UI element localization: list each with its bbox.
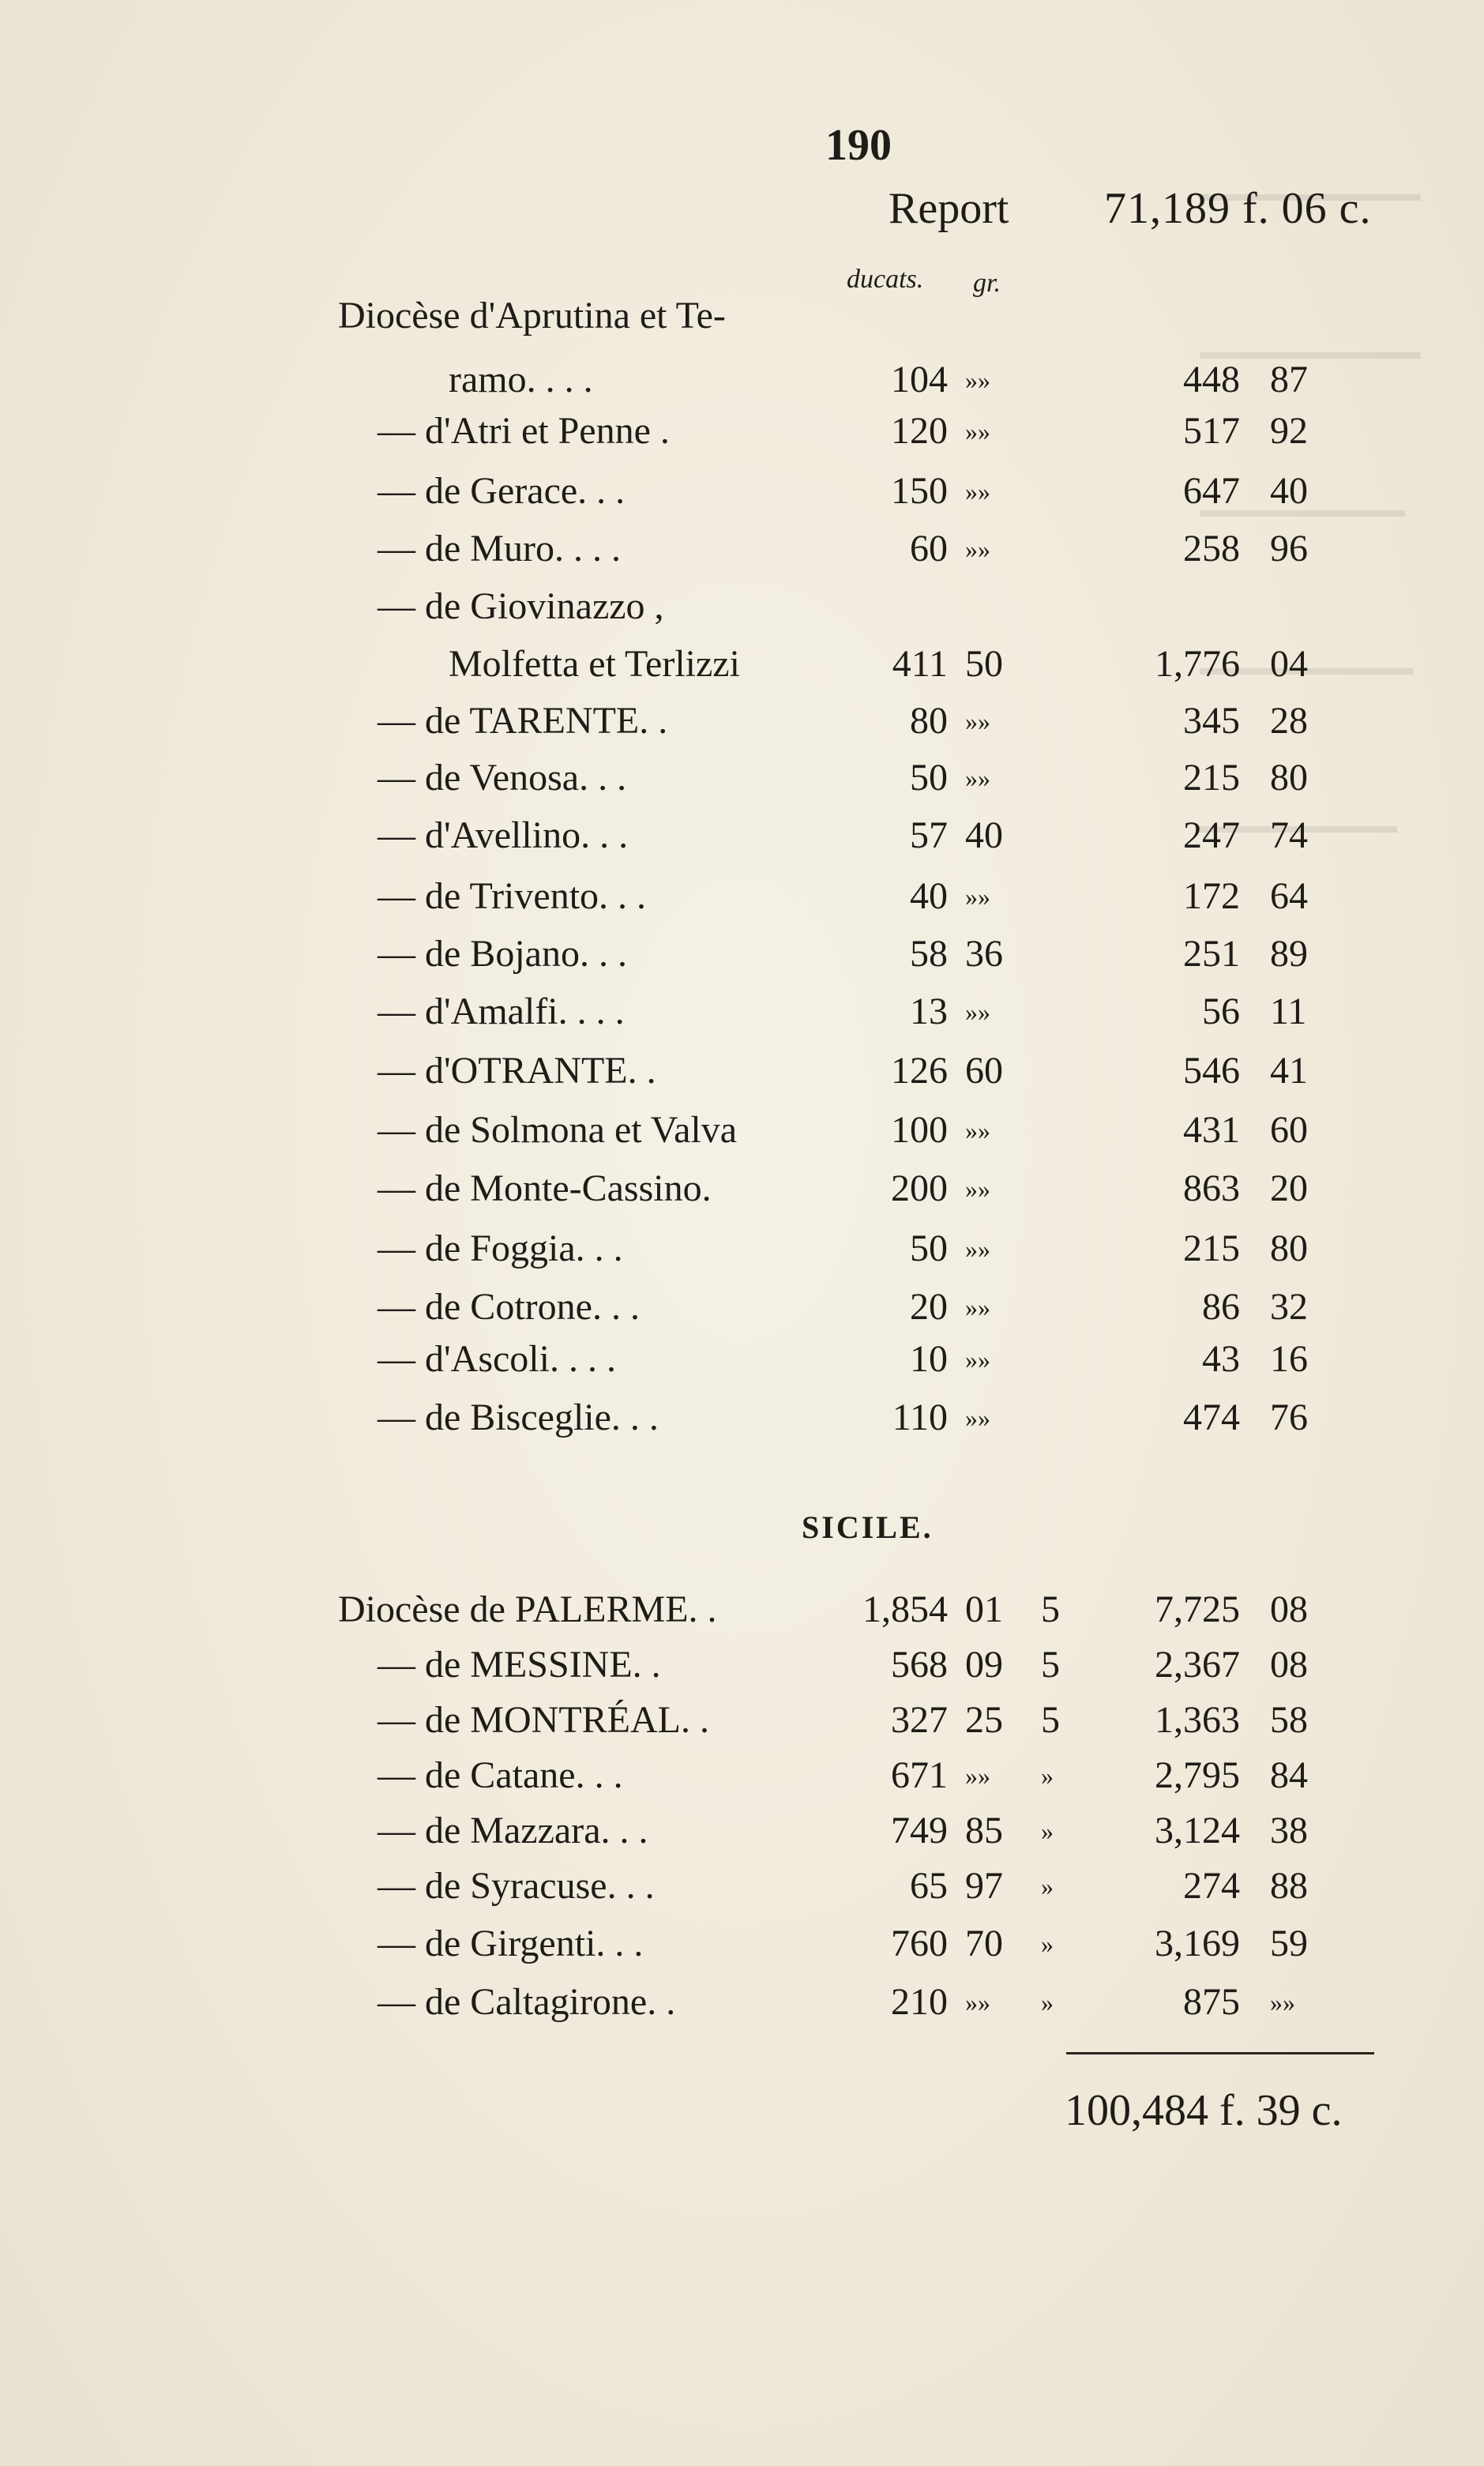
table-row (0, 1227, 1484, 1284)
table-row (0, 527, 1484, 584)
diocese-name: ramo. . . . (449, 359, 593, 400)
table-row (0, 1108, 1484, 1165)
grana-cell: »» (965, 1175, 990, 1203)
francs-cell: 7,725 (1155, 1588, 1240, 1630)
cents-cell: 41 (1270, 1050, 1308, 1092)
francs-cell: 2,795 (1155, 1754, 1240, 1796)
francs-cell: 448 (1183, 359, 1240, 400)
ducats-cell: 210 (891, 1981, 948, 2023)
fraction-cell: » (1041, 1988, 1054, 2017)
grand-total: 100,484 f. 39 c. (1065, 2086, 1343, 2135)
francs-cell: 215 (1183, 757, 1240, 799)
francs-cell: 863 (1183, 1167, 1240, 1209)
diocese-name: — d'Amalfi. . . . (378, 991, 625, 1032)
diocese-name: — de Bojano. . . (378, 933, 627, 975)
francs-cell: 3,169 (1155, 1923, 1240, 1964)
section-heading-sicily: SICILE. (802, 1509, 934, 1545)
francs-cell: 247 (1183, 814, 1240, 856)
francs-cell: 274 (1183, 1865, 1240, 1907)
table-row (0, 1337, 1484, 1394)
francs-cell: 251 (1183, 933, 1240, 975)
diocese-name: Molfetta et Terlizzi (449, 643, 740, 685)
francs-cell: 258 (1183, 528, 1240, 570)
ducats-cell: 110 (892, 1397, 948, 1438)
grana-cell: »» (965, 1345, 990, 1374)
diocese-name: — de Monte-Cassino. (378, 1167, 712, 1209)
cents-cell: 40 (1270, 470, 1308, 512)
diocese-name: — de Syracuse. . . (378, 1865, 655, 1907)
cents-cell: 80 (1270, 1227, 1308, 1269)
grana-cell: »» (965, 998, 990, 1026)
table-row (0, 874, 1484, 931)
diocese-label-first-line: Diocèse d'Aprutina et Te- (338, 295, 726, 336)
ducats-cell: 60 (910, 528, 948, 570)
ducats-cell: 65 (910, 1865, 948, 1907)
ducats-cell: 1,854 (862, 1588, 948, 1630)
ducats-cell: 20 (910, 1286, 948, 1328)
report-label: Report (889, 184, 1009, 233)
diocese-name: — de Giovinazzo , (378, 585, 664, 627)
diocese-name: — de Solmona et Valva (378, 1109, 738, 1151)
ducats-cell: 58 (910, 933, 948, 975)
diocese-name: — de Cotrone. . . (378, 1286, 640, 1328)
francs-cell: 3,124 (1155, 1810, 1240, 1851)
table-row (0, 932, 1484, 989)
table-row (0, 1698, 1484, 1755)
ducats-cell: 10 (910, 1338, 948, 1380)
grana-cell: 25 (965, 1699, 1003, 1741)
diocese-name: — d'Ascoli. . . . (378, 1338, 616, 1380)
cents-cell: 89 (1270, 933, 1308, 975)
cents-cell: 96 (1270, 528, 1308, 570)
diocese-name: — de Muro. . . . (378, 528, 621, 570)
grana-cell: »» (965, 535, 990, 563)
cents-cell: 84 (1270, 1754, 1308, 1796)
table-row (0, 1922, 1484, 1979)
cents-cell: 11 (1270, 991, 1307, 1032)
cents-cell: 92 (1270, 410, 1308, 452)
grana-cell: 40 (965, 814, 1003, 856)
table-row (0, 1396, 1484, 1453)
diocese-name: — de Girgenti. . . (378, 1923, 644, 1964)
diocese-name: — de MONTRÉAL. . (378, 1699, 709, 1741)
cents-cell: 32 (1270, 1286, 1308, 1328)
francs-cell: 647 (1183, 470, 1240, 512)
table-row (0, 1809, 1484, 1866)
table-row (0, 469, 1484, 526)
grana-cell: 85 (965, 1810, 1003, 1851)
table-row (0, 409, 1484, 466)
diocese-name: — d'Avellino. . . (378, 814, 629, 856)
cents-cell: 08 (1270, 1644, 1308, 1686)
diocese-name: — de Catane. . . (378, 1754, 623, 1796)
sum-rule-divider (1066, 2052, 1374, 2054)
francs-cell: 345 (1183, 700, 1240, 742)
table-row (0, 990, 1484, 1047)
grana-cell: 36 (965, 933, 1003, 975)
ducats-cell: 50 (910, 1227, 948, 1269)
cents-cell: 08 (1270, 1588, 1308, 1630)
table-row (0, 585, 1484, 641)
diocese-name: — de Caltagirone. . (378, 1981, 676, 2023)
cents-cell: 59 (1270, 1923, 1308, 1964)
francs-cell: 43 (1202, 1338, 1240, 1380)
grana-cell: »» (965, 882, 990, 911)
table-row (0, 1643, 1484, 1700)
cents-cell: 04 (1270, 643, 1308, 685)
francs-cell: 1,776 (1155, 643, 1240, 685)
grana-cell: »» (965, 707, 990, 735)
ducats-cell: 13 (910, 991, 948, 1032)
fraction-cell: 5 (1041, 1644, 1060, 1686)
ducats-cell: 80 (910, 700, 948, 742)
table-row (0, 1285, 1484, 1342)
grana-cell: 50 (965, 643, 1003, 685)
ducats-cell: 568 (891, 1644, 948, 1686)
ducats-cell: 100 (891, 1109, 948, 1151)
ducats-cell: 671 (891, 1754, 948, 1796)
grana-cell: 01 (965, 1588, 1003, 1630)
ducats-cell: 200 (891, 1167, 948, 1209)
cents-cell: 16 (1270, 1338, 1308, 1380)
diocese-name: — d'Atri et Penne . (378, 410, 670, 452)
grana-cell: »» (965, 1761, 990, 1790)
grana-cell: »» (965, 417, 990, 445)
ducats-cell: 411 (892, 643, 948, 685)
grana-cell: »» (965, 1235, 990, 1263)
ducats-cell: 126 (891, 1050, 948, 1092)
report-value: 71,189 f. 06 c. (1104, 184, 1372, 233)
cents-cell: 88 (1270, 1865, 1308, 1907)
ducats-cell: 150 (891, 470, 948, 512)
ducats-cell: 40 (910, 875, 948, 917)
column-header-gr: gr. (973, 269, 1001, 298)
diocese-name: — de Venosa. . . (378, 757, 627, 799)
francs-cell: 56 (1202, 991, 1240, 1032)
table-row (0, 642, 1484, 699)
table-row (0, 1754, 1484, 1810)
diocese-name: — de Bisceglie. . . (378, 1397, 659, 1438)
diocese-name: — de MESSINE. . (378, 1644, 661, 1686)
diocese-name: — de Trivento. . . (378, 875, 647, 917)
diocese-name: — de Mazzara. . . (378, 1810, 648, 1851)
fraction-cell: » (1041, 1817, 1054, 1845)
fraction-cell: » (1041, 1872, 1054, 1900)
table-row (0, 1167, 1484, 1224)
cents-cell: 87 (1270, 359, 1308, 400)
grana-cell: 97 (965, 1865, 1003, 1907)
cents-cell: »» (1270, 1988, 1295, 2017)
ducats-cell: 120 (891, 410, 948, 452)
francs-cell: 215 (1183, 1227, 1240, 1269)
cents-cell: 38 (1270, 1810, 1308, 1851)
grana-cell: »» (965, 477, 990, 506)
francs-cell: 875 (1183, 1981, 1240, 2023)
cents-cell: 58 (1270, 1699, 1308, 1741)
cents-cell: 76 (1270, 1397, 1308, 1438)
francs-cell: 172 (1183, 875, 1240, 917)
fraction-cell: » (1041, 1930, 1054, 1958)
ducats-cell: 50 (910, 757, 948, 799)
grana-cell: »» (965, 1988, 990, 2017)
grana-cell: »» (965, 1116, 990, 1145)
table-row (0, 1864, 1484, 1921)
francs-cell: 517 (1183, 410, 1240, 452)
ducats-cell: 760 (891, 1923, 948, 1964)
grana-cell: »» (965, 1293, 990, 1321)
grana-cell: 70 (965, 1923, 1003, 1964)
grana-cell: »» (965, 366, 990, 394)
francs-cell: 2,367 (1155, 1644, 1240, 1686)
ducats-cell: 57 (910, 814, 948, 856)
cents-cell: 28 (1270, 700, 1308, 742)
table-row (0, 699, 1484, 756)
francs-cell: 1,363 (1155, 1699, 1240, 1741)
grana-cell: »» (965, 1404, 990, 1432)
table-row (0, 814, 1484, 870)
table-row (0, 1980, 1484, 2037)
fraction-cell: 5 (1041, 1699, 1060, 1741)
table-row (0, 358, 1484, 415)
diocese-name: — d'OTRANTE. . (378, 1050, 656, 1092)
diocese-name: Diocèse de PALERME. . (338, 1588, 717, 1630)
table-row (0, 1049, 1484, 1106)
diocese-name: — de Gerace. . . (378, 470, 626, 512)
francs-cell: 546 (1183, 1050, 1240, 1092)
grana-cell: 60 (965, 1050, 1003, 1092)
table-row (0, 756, 1484, 813)
table-row (0, 1588, 1484, 1645)
francs-cell: 474 (1183, 1397, 1240, 1438)
francs-cell: 86 (1202, 1286, 1240, 1328)
ducats-cell: 749 (891, 1810, 948, 1851)
diocese-name: — de TARENTE. . (378, 700, 668, 742)
grana-cell: 09 (965, 1644, 1003, 1686)
column-header-ducats: ducats. (847, 265, 924, 294)
cents-cell: 80 (1270, 757, 1308, 799)
cents-cell: 74 (1270, 814, 1308, 856)
francs-cell: 431 (1183, 1109, 1240, 1151)
page-number: 190 (825, 121, 892, 170)
ducats-cell: 327 (891, 1699, 948, 1741)
diocese-name: — de Foggia. . . (378, 1227, 623, 1269)
grana-cell: »» (965, 764, 990, 792)
fraction-cell: » (1041, 1761, 1054, 1790)
cents-cell: 64 (1270, 875, 1308, 917)
fraction-cell: 5 (1041, 1588, 1060, 1630)
cents-cell: 60 (1270, 1109, 1308, 1151)
ducats-cell: 104 (891, 359, 948, 400)
cents-cell: 20 (1270, 1167, 1308, 1209)
